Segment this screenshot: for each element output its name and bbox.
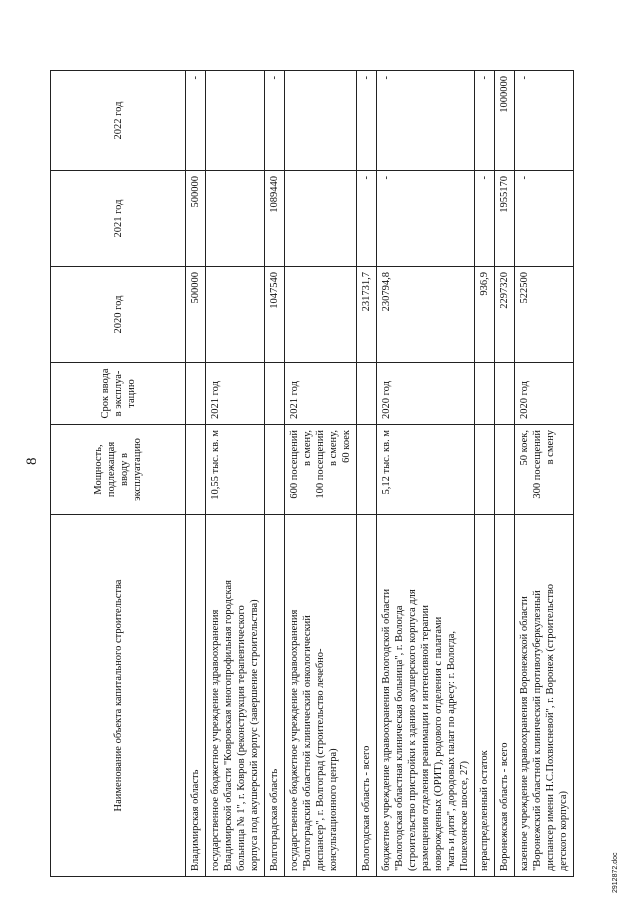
cell-line: 5,12 тыс. кв. м (381, 430, 392, 495)
cell-line: 936,9 (479, 272, 490, 296)
cell-deadline (265, 363, 285, 425)
cell-line: 231731,7 (361, 272, 372, 312)
header-name: Наименование объекта капитального строительства (51, 515, 186, 877)
cell-line: в смену, (328, 430, 339, 466)
cell-line: 300 посещений (532, 430, 543, 499)
header-row (51, 71, 186, 877)
cell-line: (строительство пристройки к зданию акушерского корпуса для (407, 589, 418, 871)
cell-y2021 (206, 171, 265, 267)
cell-line: Владимирской области "Ковровская многопрофильная городская (223, 580, 234, 871)
cell-deadline (357, 363, 377, 425)
cell-line: размещения отделения реанимации и интенсивной терапии (420, 604, 431, 871)
cell-line: больница № 1", г. Ковров (реконструкция терапевтического (236, 605, 247, 871)
cell-line: "Воронежский областной клинический противотуберкулезный (532, 590, 543, 871)
cell-line: Волгоградская область (269, 768, 280, 871)
table-row (515, 71, 574, 877)
header-capacity: Мощность, подлежащая вводу в эксплуатацию (51, 425, 186, 515)
cell-deadline: 2021 год (285, 363, 357, 425)
cell-line: детского корпуса) (558, 790, 569, 871)
cell-y2021 (495, 171, 515, 267)
cell-y2021 (515, 171, 574, 267)
cell-line: 2297320 (499, 272, 510, 309)
footer-filename: 2912872.doc (612, 852, 619, 893)
cell-deadline: 2021 год (206, 363, 265, 425)
cell-y2022 (265, 71, 285, 171)
cell-line: "мать и дитя", дородовых палат по адресу: г. Вологда, (446, 631, 457, 871)
cell-y2021 (265, 171, 285, 267)
cell-line: в смену (545, 430, 556, 465)
cell-line: 522500 (519, 272, 530, 304)
table-row (265, 71, 285, 877)
cell-object-name (186, 515, 206, 877)
header-deadline: Срок ввода в эксплуа-тацию (51, 363, 186, 425)
cell-line: 60 коек (341, 430, 352, 463)
cell-y2022 (357, 71, 377, 171)
cell-line: нераспределенный остаток (479, 750, 490, 871)
cell-line: Вологодская область - всего (361, 745, 372, 871)
cell-y2022 (377, 71, 475, 171)
cell-capacity (357, 425, 377, 515)
cell-line: корпуса под акушерский корпус (завершение строительства) (249, 599, 260, 871)
cell-capacity (206, 425, 265, 515)
table-row (285, 71, 357, 877)
cell-object-name (357, 515, 377, 877)
cell-deadline: 2020 год (377, 363, 475, 425)
table-row (357, 71, 377, 877)
cell-line: Воронежская область - всего (499, 742, 510, 871)
cell-line: - (479, 76, 490, 80)
cell-line: новорожденных (ОРИТ), родового отделения с палатами (433, 616, 444, 871)
cell-y2020 (285, 267, 357, 363)
cell-line: - (519, 76, 530, 80)
cell-capacity (495, 425, 515, 515)
cell-line: - (519, 176, 530, 180)
table-row (206, 71, 265, 877)
cell-y2020 (377, 267, 475, 363)
cell-y2020 (357, 267, 377, 363)
cell-y2020 (495, 267, 515, 363)
cell-capacity (186, 425, 206, 515)
cell-capacity (285, 425, 357, 515)
cell-line: 1047540 (269, 272, 280, 309)
cell-line: 500000 (190, 176, 201, 208)
cell-object-name (265, 515, 285, 877)
cell-line: в смену, (302, 430, 313, 466)
cell-line: государственное бюджетное учреждение здравоохранения (210, 609, 221, 871)
page-number: 8 (24, 457, 40, 465)
cell-y2021 (475, 171, 495, 267)
header-2021: 2021 год (51, 171, 186, 267)
cell-line: 100 посещений (315, 430, 326, 499)
cell-object-name (377, 515, 475, 877)
cell-line: 50 коек, (519, 430, 530, 466)
cell-line: 230794,8 (381, 272, 392, 312)
table-row (186, 71, 206, 877)
cell-line: государственное бюджетное учреждение здравоохранения (289, 609, 300, 871)
cell-line: - (381, 176, 392, 180)
cell-line: 10,55 тыс. кв. м (210, 430, 221, 500)
cell-capacity (265, 425, 285, 515)
cell-object-name (495, 515, 515, 877)
cell-deadline (495, 363, 515, 425)
cell-line: 600 посещений (289, 430, 300, 499)
cell-object-name (206, 515, 265, 877)
cell-line: 1000000 (499, 76, 510, 113)
cell-line: диспансер имени Н.С.Похвисневой", г. Воронеж (строительство (545, 583, 556, 871)
table-row (495, 71, 515, 877)
cell-y2021 (186, 171, 206, 267)
table-body (186, 71, 574, 877)
cell-y2020 (265, 267, 285, 363)
cell-line: - (479, 176, 490, 180)
cell-line: 1089440 (269, 176, 280, 213)
cell-y2020 (206, 267, 265, 363)
cell-y2022 (285, 71, 357, 171)
cell-line: казенное учреждение здравоохранения Воронежской области (519, 596, 530, 871)
cell-capacity (377, 425, 475, 515)
cell-line: - (269, 76, 280, 80)
cell-y2021 (357, 171, 377, 267)
cell-line: диспансер", г. Волгоград (строительство лечебно- (315, 648, 326, 871)
cell-deadline (186, 363, 206, 425)
cell-y2022 (495, 71, 515, 171)
header-2022: 2022 год (51, 71, 186, 171)
cell-y2020 (186, 267, 206, 363)
cell-object-name (515, 515, 574, 877)
cell-y2020 (515, 267, 574, 363)
cell-line: Пошехонское шоссе, 27) (459, 760, 470, 871)
cell-capacity (475, 425, 495, 515)
cell-line: Владимирская область (190, 769, 201, 871)
cell-object-name (475, 515, 495, 877)
cell-capacity (515, 425, 574, 515)
capital-construction-table (50, 70, 574, 877)
cell-line: консультационного центра) (328, 748, 339, 871)
cell-line: бюджетное учреждение здравоохранения Вологодской области (381, 588, 392, 871)
cell-deadline (475, 363, 495, 425)
cell-line: - (381, 76, 392, 80)
cell-line: - (190, 76, 201, 80)
cell-line: 500000 (190, 272, 201, 304)
header-2020: 2020 год (51, 267, 186, 363)
cell-line: - (361, 76, 372, 80)
table-row (475, 71, 495, 877)
table-row (377, 71, 475, 877)
cell-y2021 (377, 171, 475, 267)
cell-line: "Вологодская областная клиническая больница", г. Вологда (394, 605, 405, 871)
cell-y2022 (475, 71, 495, 171)
cell-line: - (361, 176, 372, 180)
cell-y2022 (515, 71, 574, 171)
cell-deadline: 2020 год (515, 363, 574, 425)
cell-y2021 (285, 171, 357, 267)
cell-line: 1955170 (499, 176, 510, 213)
cell-y2022 (186, 71, 206, 171)
cell-object-name (285, 515, 357, 877)
cell-y2020 (475, 267, 495, 363)
cell-line: "Волгоградский областной клинический онкологический (302, 615, 313, 871)
cell-y2022 (206, 71, 265, 171)
